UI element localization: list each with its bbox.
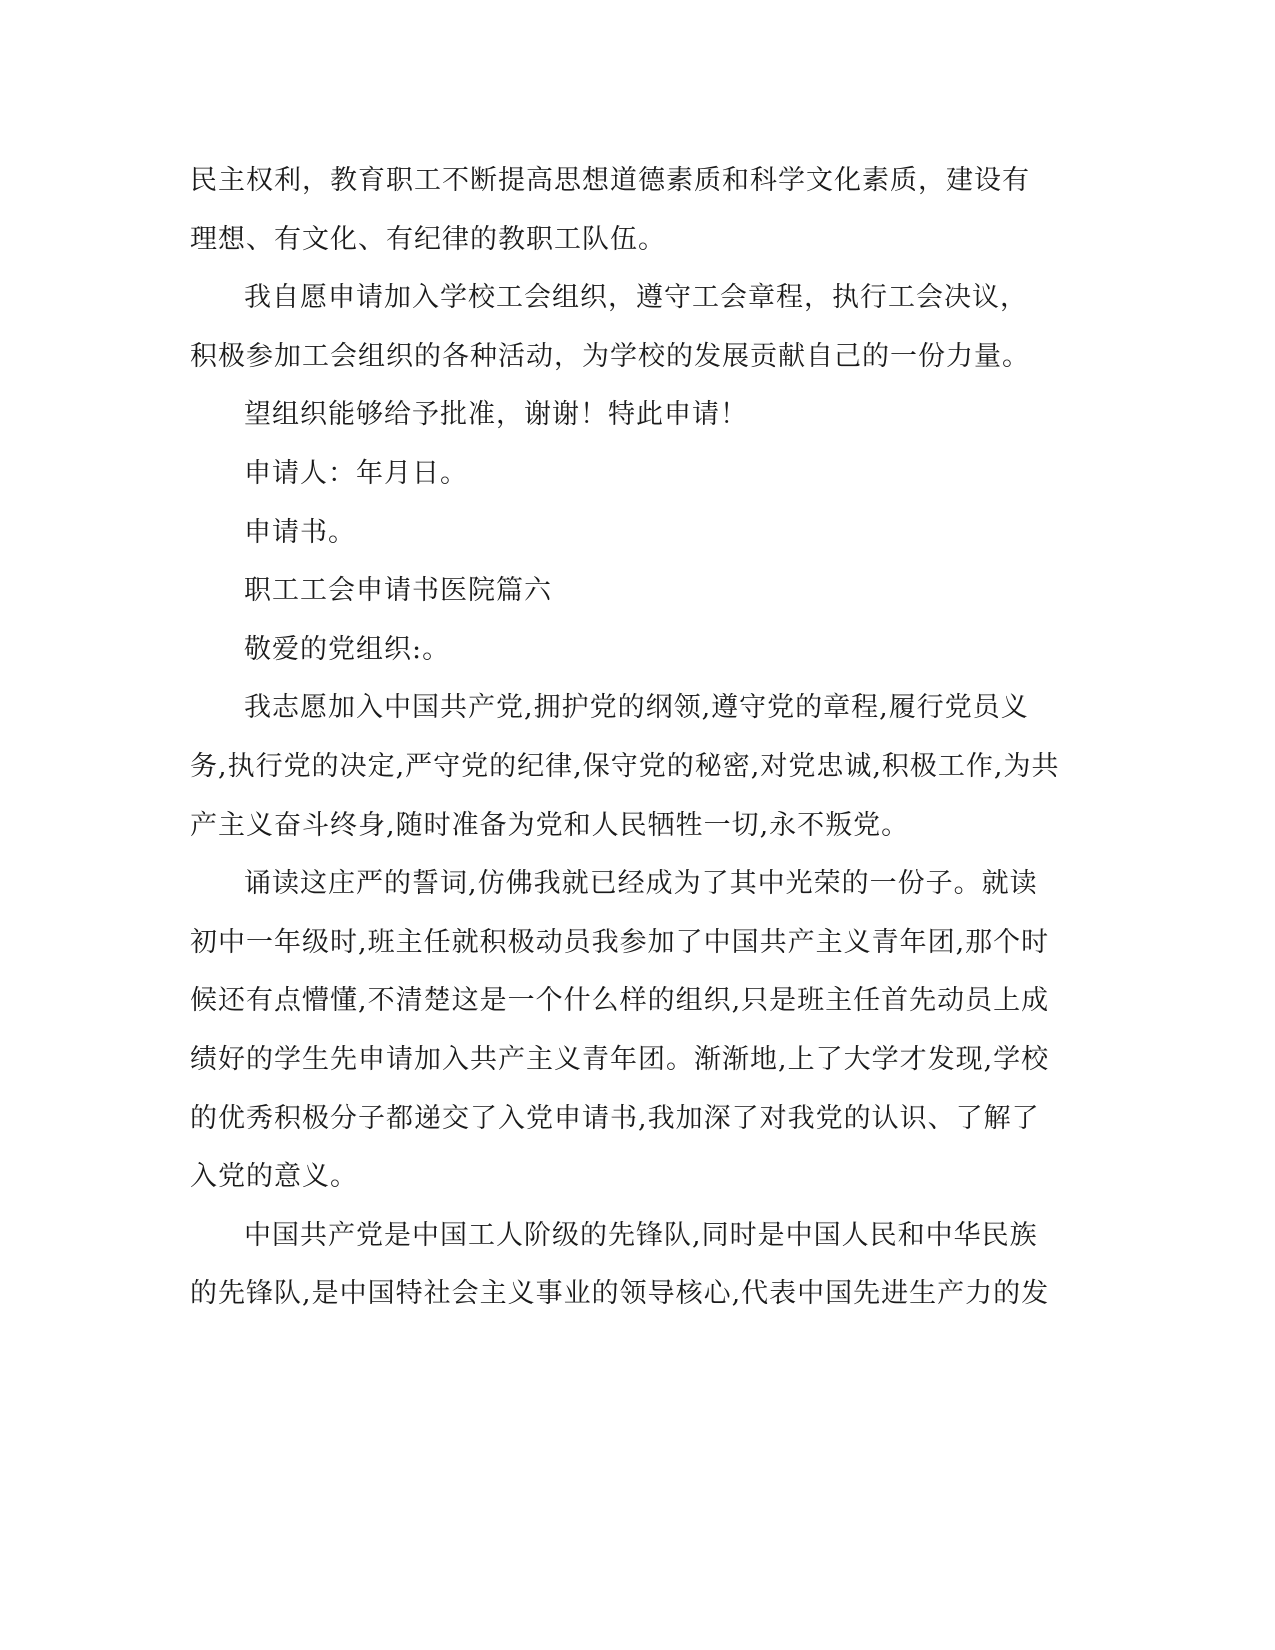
text-line: 初中一年级时,班主任就积极动员我参加了中国共产主义青年团,那个时 — [190, 926, 1050, 958]
paragraph-recite — [190, 855, 1090, 914]
paragraph-1 — [190, 152, 1090, 269]
text-line: 申请书。 — [244, 516, 356, 548]
paragraph-party-cont — [190, 1265, 1090, 1324]
text-line: 望组织能够给予批准，谢谢！特此申请！ — [244, 399, 748, 431]
text-line: 绩好的学生先申请加入共产主义青年团。渐渐地,上了大学才发现,学校 — [190, 1043, 1050, 1075]
paragraph-3 — [190, 386, 1090, 445]
text-line: 的优秀积极分子都递交了入党申请书,我加深了对我党的认识、了解了 — [190, 1102, 1040, 1134]
text-line: 民主权利，教育职工不断提高思想道德素质和科学文化素质，建设有 — [190, 165, 1030, 196]
text-line: 务,执行党的决定,严守党的纪律,保守党的秘密,对党忠诚,积极工作,为共 — [190, 750, 1060, 782]
text-line: 申请人：年月日。 — [244, 457, 468, 489]
text-line: 诵读这庄严的誓词,仿佛我就已经成为了其中光荣的一份子。就读 — [244, 868, 1038, 900]
text-line: 我自愿申请加入学校工会组织，遵守工会章程，执行工会决议， — [244, 282, 1028, 314]
text-line: 产主义奋斗终身,随时准备为党和人民牺牲一切,永不叛党。 — [190, 809, 910, 841]
text-line: 我志愿加入中国共产党,拥护党的纲领,遵守党的章程,履行党员义 — [244, 692, 1029, 724]
paragraph-2 — [190, 269, 1090, 328]
text-line: 职工工会申请书医院篇六 — [244, 575, 552, 607]
text-line: 的先锋队,是中国特社会主义事业的领导核心,代表中国先进生产力的发 — [190, 1278, 1050, 1310]
text-line: 积极参加工会组织的各种活动，为学校的发展贡献自己的一份力量。 — [190, 340, 1030, 372]
text-line: 理想、有文化、有纪律的教职工队伍。 — [190, 223, 666, 255]
text-line: 候还有点懵懂,不清楚这是一个什么样的组织,只是班主任首先动员上成 — [190, 985, 1050, 1017]
text-line: 入党的意义。 — [190, 1161, 358, 1193]
text-line: 中国共产党是中国工人阶级的先锋队,同时是中国人民和中华民族 — [244, 1219, 1038, 1251]
paragraph-oath — [190, 679, 1090, 738]
paragraph-oath-cont — [190, 738, 1090, 855]
applicant-line — [190, 445, 1090, 504]
paragraph-recite-cont — [190, 914, 1090, 1207]
paragraph-2-cont — [190, 328, 1090, 387]
text-line: 敬爱的党组织:。 — [244, 633, 451, 665]
paragraph-party — [190, 1207, 1090, 1266]
section-title — [190, 562, 1090, 621]
document-body — [190, 152, 1090, 1324]
application-label — [190, 504, 1090, 563]
salutation — [190, 621, 1090, 680]
